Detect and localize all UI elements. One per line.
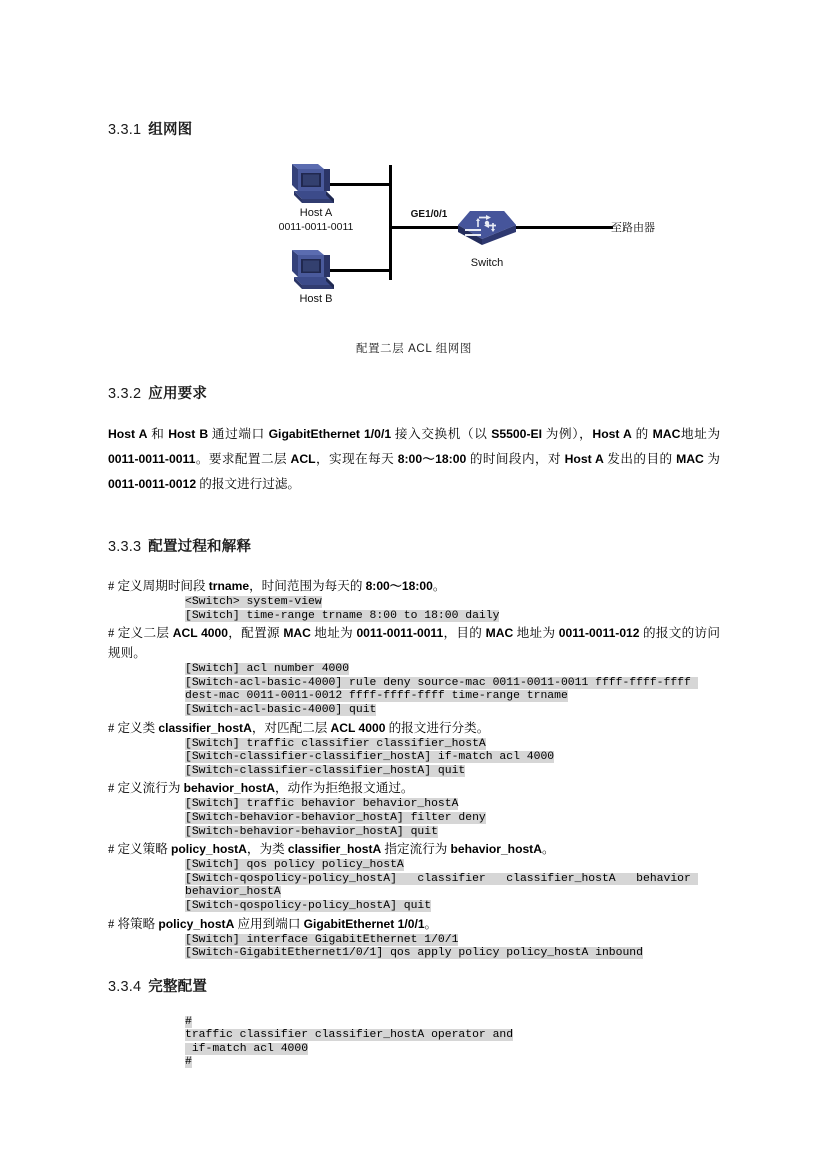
req-host-b: Host B	[168, 427, 209, 441]
req-host-a3: Host A	[564, 452, 604, 466]
config-text: if-match acl 4000	[185, 1042, 309, 1055]
computer-icon	[288, 247, 340, 291]
step-comment-token: policy_hostA	[170, 842, 247, 857]
command-text: [Switch] interface GigabitEthernet 1/0/1	[185, 933, 459, 946]
config-line	[185, 1029, 720, 1043]
req-text: ，实现在每天	[315, 452, 398, 466]
step-comment-text: ，对匹配二层	[251, 720, 331, 735]
step-comment-text: # 将策略	[108, 916, 159, 931]
configuration-steps	[108, 576, 720, 961]
command-line	[185, 947, 720, 961]
req-text: 的时间段内，对	[466, 452, 565, 466]
req-port: GigabitEthernet 1/0/1	[268, 427, 392, 441]
step-comment-text: ，动作为拒绝报文通过。	[274, 781, 414, 796]
step-comment-token: ACL 4000	[172, 626, 228, 641]
step-comment-text: 地址为	[513, 626, 559, 641]
command-line	[185, 812, 720, 826]
req-text: 地址为	[680, 427, 721, 441]
req-mac2: MAC	[676, 452, 704, 466]
step-comment-text: 指定流行为	[381, 842, 451, 857]
heading-title: 组网图	[148, 122, 193, 138]
step-comment-text: # 定义策略	[108, 842, 171, 857]
step-comment-text: 地址为	[310, 626, 357, 641]
command-line	[185, 596, 720, 610]
step-comment	[108, 778, 720, 798]
req-text: 为例），	[542, 427, 593, 441]
step-comment-text: # 定义周期时间段	[108, 579, 209, 593]
step-comment-text: 的报文的访问规则。	[108, 626, 721, 661]
command-text: [Switch-acl-basic-4000] rule deny source-mac 0011-0011-0011 ffff-ffff-ffff dest-mac 0011-0011-0012 ffff-ffff-ffff time-range trname	[185, 676, 698, 703]
step-comment-token: classifier_hostA	[158, 720, 252, 735]
req-mac: MAC	[652, 427, 681, 441]
command-text: [Switch-behavior-behavior_hostA] quit	[185, 825, 438, 838]
command-text: [Switch-classifier-classifier_hostA] quit	[185, 764, 466, 777]
step-comment-token: 8:00～18:00	[365, 579, 433, 593]
command-text: [Switch] traffic classifier classifier_hostA	[185, 737, 486, 750]
requirement-paragraph	[108, 422, 720, 497]
bus-switch-link	[391, 226, 459, 229]
command-text: [Switch-acl-basic-4000] quit	[185, 703, 377, 716]
step-comment-text: 的报文进行分类。	[385, 720, 490, 735]
command-text: [Switch-qospolicy-policy_hostA] classifier classifier_hostA behavior behavior_hostA	[185, 872, 698, 899]
host-b-icon	[288, 247, 340, 291]
heading-number: 3.3.3	[108, 539, 142, 555]
command-text: <Switch> system-view	[185, 596, 322, 608]
step-comment-token: MAC	[485, 626, 514, 641]
step-comment-token: policy_hostA	[158, 916, 235, 931]
port-label: GE1/0/1	[410, 209, 448, 220]
req-model: S5500-EI	[491, 427, 543, 441]
req-text: 接入交换机（以	[391, 427, 492, 441]
command-block	[185, 738, 720, 779]
heading-number: 3.3.2	[108, 386, 142, 402]
config-line	[185, 1056, 720, 1070]
heading-number: 3.3.1	[108, 122, 142, 138]
req-dest-mac: 0011-0011-0012	[108, 477, 197, 491]
heading-3-3-2	[108, 382, 720, 403]
step-comment-token: behavior_hostA	[450, 842, 542, 857]
step-comment-token: classifier_hostA	[287, 842, 382, 857]
command-block	[185, 934, 720, 961]
command-line	[185, 826, 720, 840]
command-line	[185, 900, 720, 914]
step-comment-text: 。	[424, 916, 438, 931]
heading-title: 配置过程和解释	[148, 539, 252, 555]
req-host-a: Host A	[108, 427, 148, 441]
step-comment-token: 0011-0011-012	[558, 626, 640, 641]
step-comment-text: ，时间范围为每天的	[249, 579, 366, 593]
command-line	[185, 663, 720, 677]
step-comment-text: # 定义流行为	[108, 781, 184, 796]
req-text: 。要求配置二层	[195, 452, 291, 466]
host-a-icon	[288, 161, 340, 205]
figure-caption: 配置二层 ACL 组网图	[355, 343, 473, 355]
step-comment	[108, 576, 720, 596]
step-comment-token: MAC	[283, 626, 311, 641]
heading-3-3-3	[108, 535, 720, 556]
command-line	[185, 751, 720, 765]
step-comment-text: 应用到端口	[234, 916, 304, 931]
router-label: 至路由器	[611, 222, 655, 234]
step-comment-text: ，配置源	[227, 626, 284, 641]
req-mac-value: 0011-0011-0011	[108, 452, 196, 466]
step-comment-text: 。	[432, 579, 446, 593]
command-line	[185, 859, 720, 873]
step-comment	[108, 623, 720, 663]
step-comment-text: ，目的	[443, 626, 486, 641]
config-line	[185, 1016, 720, 1030]
command-text: [Switch-qospolicy-policy_hostA] quit	[185, 899, 432, 912]
heading-number: 3.3.4	[108, 978, 142, 995]
req-text: 发出的目的	[603, 452, 677, 466]
command-block	[185, 596, 720, 623]
req-text: 通过端口	[208, 427, 269, 441]
command-line	[185, 610, 720, 624]
command-line	[185, 798, 720, 812]
command-text: [Switch-behavior-behavior_hostA] filter deny	[185, 811, 486, 824]
heading-3-3-1	[108, 118, 720, 139]
host-b-label: Host B	[299, 293, 333, 305]
step-comment-text: ，为类	[246, 842, 288, 857]
command-line	[185, 934, 720, 948]
command-line	[185, 704, 720, 718]
full-configuration-block	[185, 1016, 720, 1070]
step-comment	[108, 839, 720, 859]
heading-3-3-4	[108, 975, 720, 996]
command-block	[185, 798, 720, 839]
document-content	[108, 0, 720, 1070]
command-text: [Switch] acl number 4000	[185, 663, 350, 676]
command-line	[185, 873, 720, 900]
step-comment-text: # 定义二层	[108, 626, 173, 641]
req-host-a2: Host A	[592, 427, 632, 441]
command-text: [Switch] time-range trname 8:00 to 18:00 daily	[185, 609, 500, 622]
req-text: 和	[147, 427, 169, 441]
command-line	[185, 765, 720, 779]
step-comment-token: 0011-0011-0011	[356, 626, 444, 641]
host-a-mac-label: 0011-0011-0011	[278, 221, 354, 233]
req-text: 为	[703, 452, 720, 466]
step-comment-text: 。	[541, 842, 555, 857]
heading-title: 应用要求	[148, 386, 208, 402]
config-text: #	[185, 1015, 192, 1028]
network-diagram	[108, 157, 720, 342]
command-text: [Switch] qos policy policy_hostA	[185, 859, 404, 872]
switch-icon	[456, 205, 518, 247]
step-comment-text: # 定义类	[108, 720, 159, 735]
host-a-label: Host A	[299, 207, 333, 219]
req-text: 的	[631, 427, 653, 441]
req-text: 的报文进行过滤。	[196, 477, 301, 491]
req-acl: ACL	[290, 452, 316, 466]
step-comment-token: GigabitEthernet 1/0/1	[303, 916, 425, 931]
command-text: [Switch-GigabitEthernet1/0/1] qos apply policy policy_hostA inbound	[185, 947, 643, 960]
switch-router-link	[516, 226, 613, 229]
command-text: [Switch-classifier-classifier_hostA] if-match acl 4000	[185, 751, 555, 764]
command-line	[185, 738, 720, 752]
step-comment-token: behavior_hostA	[183, 781, 275, 796]
computer-icon	[288, 161, 340, 205]
step-comment-token: trname	[208, 579, 250, 593]
switch-icon-glyph	[456, 205, 518, 247]
config-line	[185, 1043, 720, 1057]
step-comment	[108, 718, 720, 738]
command-block	[185, 859, 720, 913]
req-time-range: 8:00～18:00	[397, 452, 467, 466]
step-comment-token: ACL 4000	[330, 720, 386, 735]
step-comment	[108, 914, 720, 934]
heading-title: 完整配置	[148, 978, 208, 995]
command-block	[185, 663, 720, 717]
command-text: [Switch] traffic behavior behavior_hostA	[185, 798, 459, 811]
config-text: #	[185, 1056, 192, 1069]
config-text: traffic classifier classifier_hostA operator and	[185, 1029, 514, 1042]
command-line	[185, 677, 720, 704]
switch-label: Switch	[470, 257, 504, 269]
